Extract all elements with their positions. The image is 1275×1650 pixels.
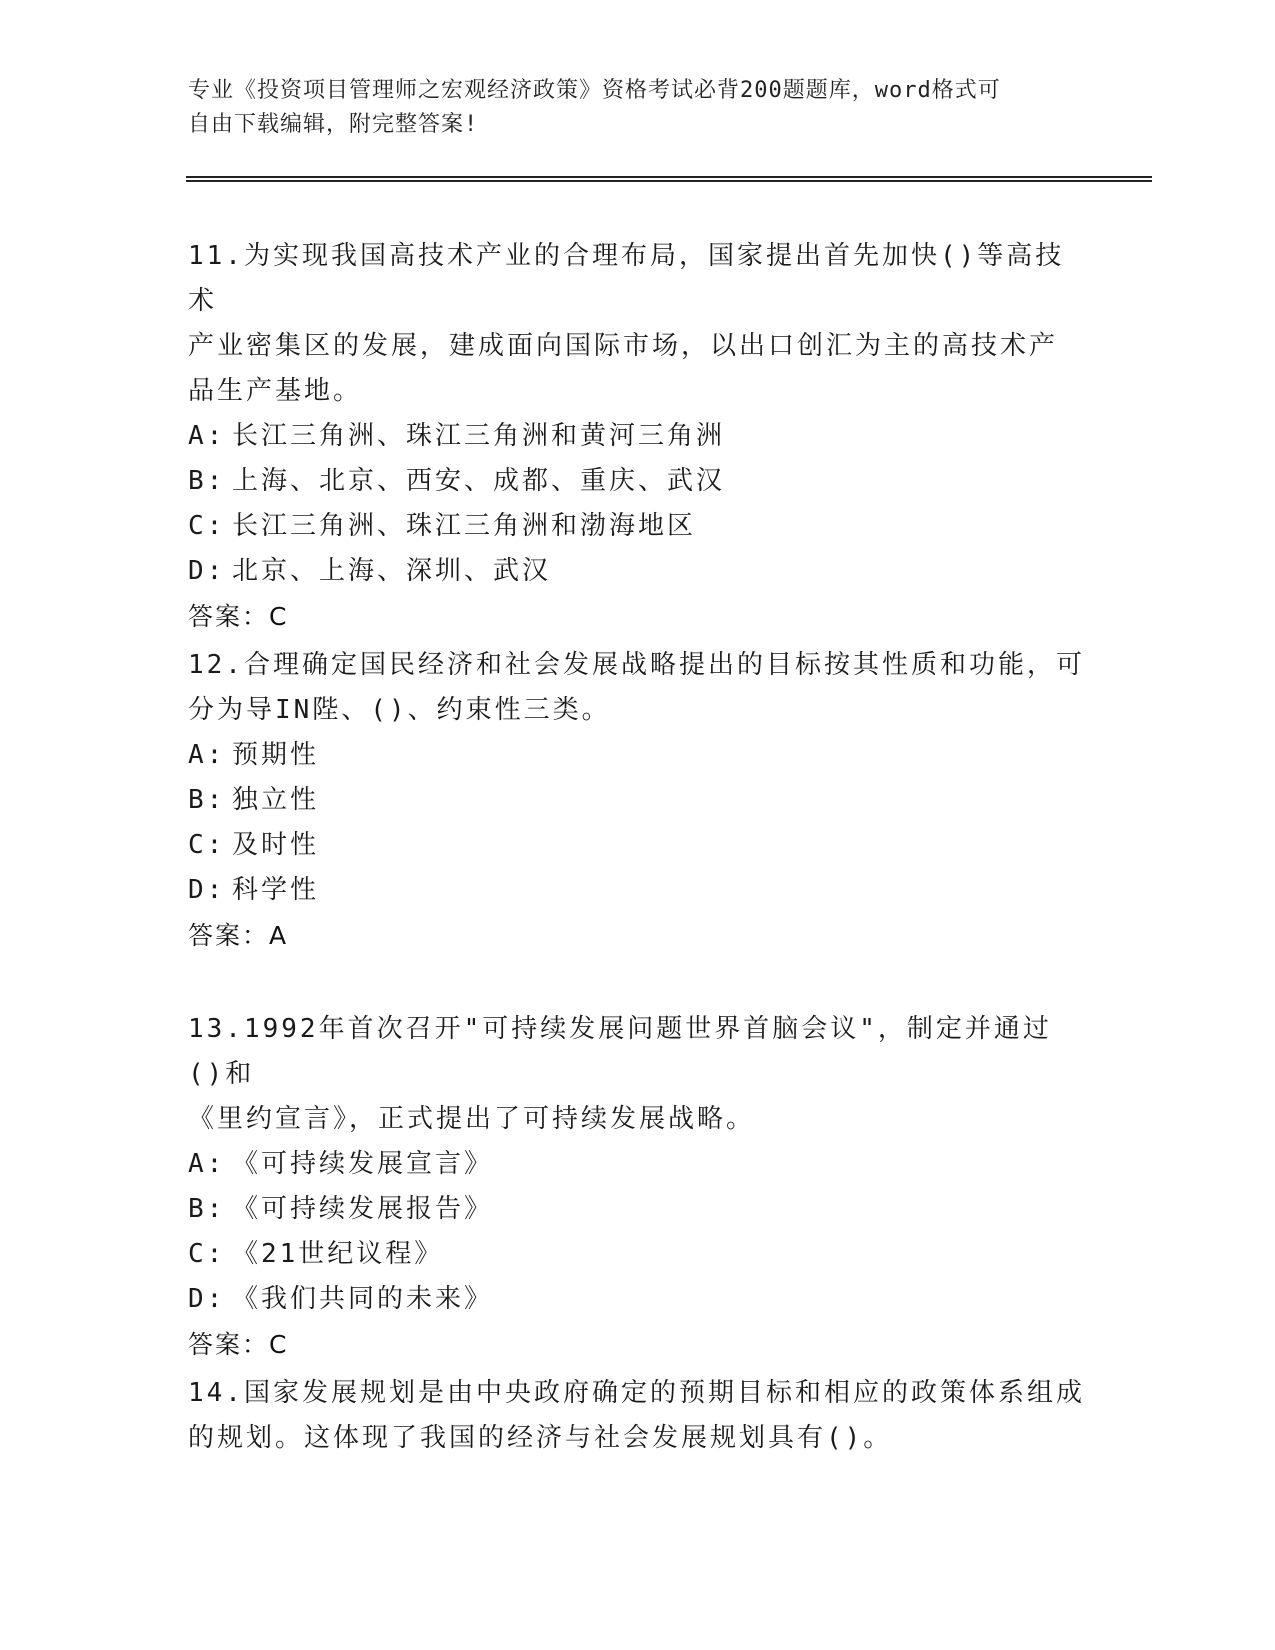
option-letter: D:: [188, 875, 226, 905]
option-a: [188, 414, 1088, 459]
question-stem: [188, 643, 1088, 733]
stem-line: 的规划。这体现了我国的经济与社会发展规划具有()。: [188, 1423, 893, 1453]
option-letter: B:: [188, 466, 226, 496]
option-letter: C:: [188, 830, 226, 860]
document-header: [188, 74, 1088, 142]
option-b: [188, 459, 1088, 504]
option-c: [188, 823, 1088, 868]
question-stem: [188, 1371, 1088, 1461]
option-letter: A:: [188, 421, 226, 451]
header-line-2: 自由下载编辑，附完整答案!: [188, 112, 479, 137]
option-text: 《可持续发展宣言》: [232, 1149, 494, 1179]
option-letter: D:: [188, 556, 226, 586]
header-line-1: 专业《投资项目管理师之宏观经济政策》资格考试必背200题题库，word格式可: [188, 78, 1001, 103]
option-c: [188, 1232, 1088, 1277]
stem-line: 12.合理确定国民经济和社会发展战略提出的目标按其性质和功能，可: [188, 650, 1085, 680]
question-stem: [188, 1007, 1088, 1142]
option-text: 长江三角洲、珠江三角洲和黄河三角洲: [232, 421, 726, 451]
option-a: [188, 733, 1088, 778]
stem-line: 《里约宣言》，正式提出了可持续发展战略。: [188, 1104, 756, 1134]
option-text: 独立性: [232, 785, 320, 815]
option-text: 《21世纪议程》: [232, 1239, 444, 1269]
question-13: [188, 1007, 1088, 1367]
question-stem: [188, 234, 1088, 414]
option-letter: C:: [188, 511, 226, 541]
option-text: 上海、北京、西安、成都、重庆、武汉: [232, 466, 726, 496]
option-letter: B:: [188, 1194, 226, 1224]
option-b: [188, 1187, 1088, 1232]
option-d: [188, 868, 1088, 913]
option-text: 预期性: [232, 740, 320, 770]
option-text: 《可持续发展报告》: [232, 1194, 494, 1224]
stem-line: 11.为实现我国高技术产业的合理布局，国家提出首先加快()等高技术: [188, 241, 1065, 316]
option-c: [188, 504, 1088, 549]
question-14: [188, 1371, 1088, 1461]
option-letter: A:: [188, 740, 226, 770]
option-letter: B:: [188, 785, 226, 815]
option-d: [188, 549, 1088, 594]
option-letter: A:: [188, 1149, 226, 1179]
option-a: [188, 1142, 1088, 1187]
header-double-rule: [186, 176, 1152, 182]
answer-line: 答案：C: [188, 1330, 289, 1359]
option-b: [188, 778, 1088, 823]
option-text: 及时性: [232, 830, 320, 860]
option-text: 科学性: [232, 875, 320, 905]
stem-line: 产业密集区的发展，建成面向国际市场，以出口创汇为主的高技术产: [188, 331, 1059, 361]
answer-line: 答案：C: [188, 602, 289, 631]
option-d: [188, 1277, 1088, 1322]
answer-line: 答案：A: [188, 921, 289, 950]
option-letter: D:: [188, 1284, 226, 1314]
option-text: 长江三角洲、珠江三角洲和渤海地区: [232, 511, 697, 541]
option-text: 北京、上海、深圳、武汉: [232, 556, 552, 586]
stem-line: 14.国家发展规划是由中央政府确定的预期目标和相应的政策体系组成: [188, 1378, 1085, 1408]
stem-line: 13.1992年首次召开"可持续发展问题世界首脑会议"，制定并通过()和: [188, 1014, 1052, 1089]
question-12: [188, 643, 1088, 958]
stem-line: 品生产基地。: [188, 376, 363, 406]
option-text: 《我们共同的未来》: [232, 1284, 494, 1314]
question-11: [188, 234, 1088, 639]
stem-line: 分为导IN陛、()、约束性三类。: [188, 695, 611, 725]
option-letter: C:: [188, 1239, 226, 1269]
